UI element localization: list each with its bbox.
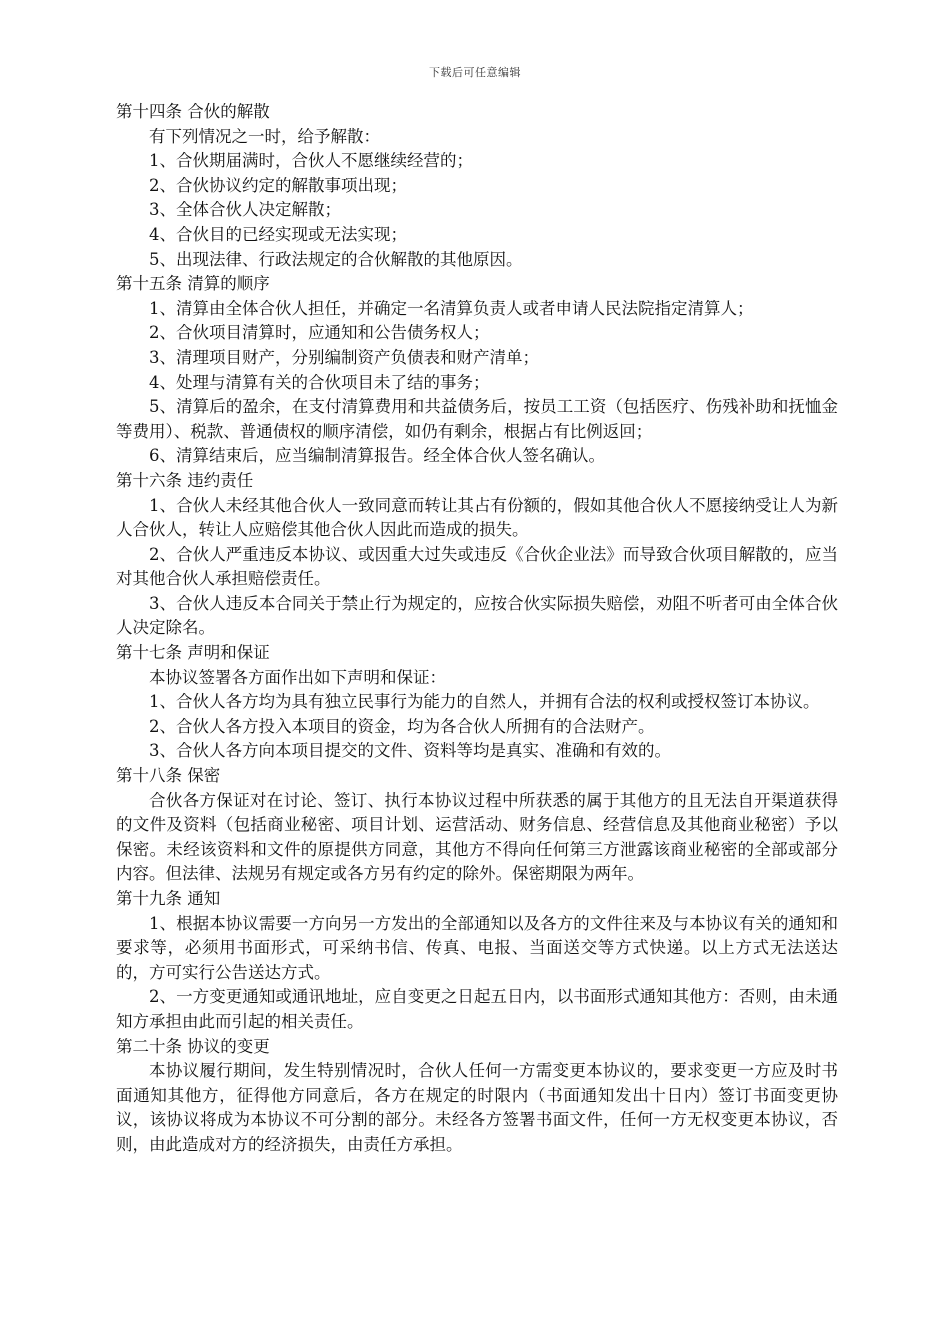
- page-header: 下载后可任意编辑: [429, 66, 521, 79]
- body-paragraph: 3、合伙人各方向本项目提交的文件、资料等均是真实、准确和有效的。: [149, 741, 671, 761]
- body-paragraph: 4、处理与清算有关的合伙项目未了结的事务；: [149, 372, 490, 392]
- body-paragraph: 2、一方变更通知或通讯地址，应自变更之日起五日内，以书面形式通知其他方：否则，由未通知方承担由此而引起的相关责任。: [116, 987, 838, 1031]
- section-heading: 第十四条 合伙的解散: [116, 102, 270, 121]
- body-paragraph: 2、合伙项目清算时，应通知和公告债务权人；: [149, 323, 490, 343]
- body-paragraph: 5、出现法律、行政法规定的合伙解散的其他原因。: [149, 249, 523, 269]
- body-paragraph: 1、根据本协议需要一方向另一方发出的全部通知以及各方的文件往来及与本协议有关的通知和要求等，必须用书面形式，可采纳书信、传真、电报、当面送交等方式快递。以上方式无法送达的，方可实行公告送达方式。: [116, 913, 838, 982]
- body-paragraph: 3、清理项目财产，分别编制资产负债表和财产清单；: [149, 347, 539, 367]
- body-paragraph: 合伙各方保证对在讨论、签订、执行本协议过程中所获悉的属于其他方的且无法自开渠道获得的文件及资料（包括商业秘密、项目计划、运营活动、财务信息、经营信息及其他商业秘密）予以保密。未经该资料和文件的原提供方同意，其他方不得向任何第三方泄露该商业秘密的全部或部分内容。但法律、法规另有规定或各方另有约定的除外。保密期限为两年。: [116, 790, 838, 884]
- body-paragraph: 3、合伙人违反本合同关于禁止行为规定的，应按合伙实际损失赔偿，劝阻不听者可由全体合伙人决定除名。: [116, 593, 838, 638]
- body-paragraph: 4、合伙目的已经实现或无法实现；: [149, 224, 407, 244]
- section-heading: 第十五条 清算的顺序: [116, 274, 270, 294]
- body-paragraph: 1、合伙人未经其他合伙人一致同意而转让其占有份额的，假如其他合伙人不愿接纳受让人为新人合伙人，转让人应赔偿其他合伙人因此而造成的损失。: [116, 495, 838, 540]
- body-paragraph: 2、合伙人各方投入本项目的资金，均为各合伙人所拥有的合法财产。: [149, 716, 655, 736]
- body-paragraph: 5、清算后的盈余，在支付清算费用和共益债务后，按员工工资（包括医疗、伤残补助和抚恤金等费用）、税款、普通债权的顺序清偿，如仍有剩余，根据占有比例返回；: [116, 397, 838, 441]
- body-paragraph: 1、合伙人各方均为具有独立民事行为能力的自然人，并拥有合法的权利或授权签订本协议。: [149, 692, 820, 712]
- document-body: [116, 100, 838, 1158]
- body-paragraph: 1、合伙期届满时，合伙人不愿继续经营的；: [149, 151, 473, 171]
- section-heading: 第十七条 声明和保证: [116, 643, 270, 663]
- body-paragraph: 本协议履行期间，发生特别情况时，合伙人任何一方需变更本协议的，要求变更一方应及时书面通知其他方，征得他方同意后，各方在规定的时限内（书面通知发出十日内）签订书面变更协议，该协议将成为本协议不可分割的部分。未经各方签署书面文件，任何一方无权变更本协议，否则，由此造成对方的经济损失，由责任方承担。: [116, 1061, 838, 1154]
- body-paragraph: 6、清算结束后，应当编制清算报告。经全体合伙人签名确认。: [149, 446, 605, 466]
- body-paragraph: 2、合伙人严重违反本协议、或因重大过失或违反《合伙企业法》而导致合伙项目解散的，应当对其他合伙人承担赔偿责任。: [116, 544, 838, 589]
- section-heading: 第二十条 协议的变更: [116, 1036, 270, 1056]
- body-paragraph: 本协议签署各方面作出如下声明和保证：: [149, 667, 446, 687]
- section-heading: 第十八条 保密: [116, 766, 221, 786]
- body-paragraph: 有下列情况之一时，给予解散：: [149, 126, 380, 146]
- section-heading: 第十九条 通知: [116, 889, 221, 908]
- body-paragraph: 1、清算由全体合伙人担任，并确定一名清算负责人或者申请人民法院指定清算人；: [149, 298, 754, 318]
- body-paragraph: 2、合伙协议约定的解散事项出现；: [149, 175, 407, 195]
- section-heading: 第十六条 违约责任: [116, 470, 254, 490]
- body-paragraph: 3、全体合伙人决定解散；: [149, 200, 341, 220]
